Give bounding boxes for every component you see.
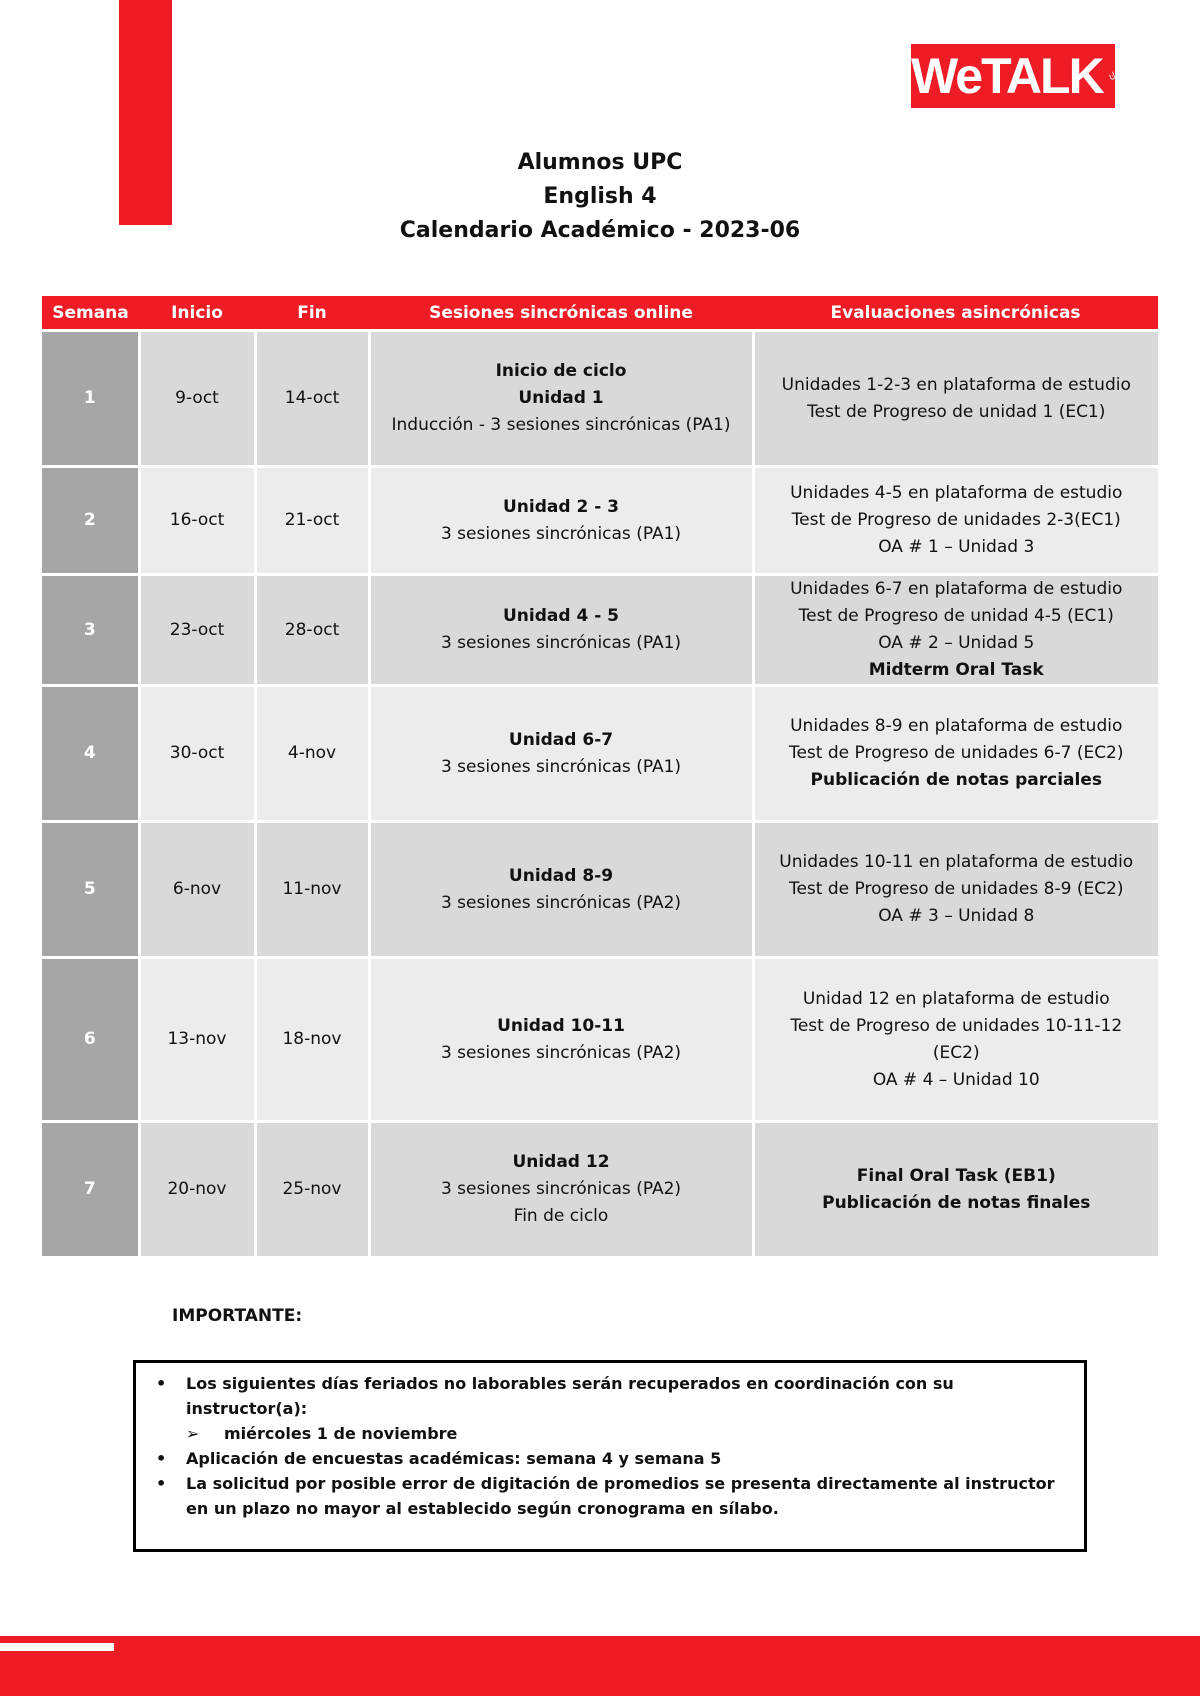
evaluations-cell xyxy=(753,331,1158,467)
evaluation-line: Test de Progreso de unidades 10-11-12 xyxy=(790,1015,1123,1036)
header-evaluaciones: Evaluaciones asincrónicas xyxy=(753,296,1158,331)
evaluations-cell xyxy=(753,958,1158,1122)
evaluation-line: Unidades 1-2-3 en plataforma de estudio xyxy=(781,374,1131,395)
evaluation-line: Unidad 12 en plataforma de estudio xyxy=(802,988,1110,1009)
note-item xyxy=(136,1371,1068,1446)
bullet-icon: • xyxy=(156,1449,167,1468)
important-label: IMPORTANTE: xyxy=(172,1306,303,1326)
bullet-icon: • xyxy=(156,1374,167,1393)
session-line: 3 sesiones sincrónicas (PA1) xyxy=(440,633,682,653)
session-line: Unidad 1 xyxy=(518,388,604,408)
sessions-cell xyxy=(369,331,753,467)
evaluation-line: OA # 3 – Unidad 8 xyxy=(878,906,1035,926)
session-line: Inducción - 3 sesiones sincrónicas (PA1) xyxy=(391,415,731,435)
sessions-cell xyxy=(369,467,753,575)
end-date-cell: 14-oct xyxy=(255,331,369,467)
week-number-cell: 5 xyxy=(42,822,139,958)
start-date-cell: 20-nov xyxy=(139,1122,255,1258)
end-date-cell: 25-nov xyxy=(255,1122,369,1258)
flame-swirl-icon xyxy=(1109,56,1115,96)
sessions-cell xyxy=(369,958,753,1122)
session-line: 3 sesiones sincrónicas (PA2) xyxy=(440,1042,682,1063)
arrow-bullet-icon: ➢ xyxy=(186,1424,200,1443)
evaluations-cell xyxy=(753,575,1158,686)
table-body xyxy=(42,331,1158,1258)
end-date-cell: 18-nov xyxy=(255,958,369,1122)
evaluations-cell xyxy=(753,686,1158,822)
important-notes-box xyxy=(133,1360,1087,1552)
week-number-cell: 4 xyxy=(42,686,139,822)
session-line: Unidad 12 xyxy=(512,1152,610,1172)
evaluation-line: Unidades 4-5 en plataforma de estudio xyxy=(790,483,1123,503)
evaluations-cell xyxy=(753,822,1158,958)
week-number-cell: 1 xyxy=(42,331,139,467)
table-row xyxy=(42,822,1158,958)
heading-calendar-title: Calendario Académico - 2023-06 xyxy=(399,218,801,243)
table-row xyxy=(42,1122,1158,1258)
evaluation-line: Test de Progreso de unidades 2-3(EC1) xyxy=(791,510,1121,530)
week-number-cell: 2 xyxy=(42,467,139,575)
start-date-cell: 9-oct xyxy=(139,331,255,467)
evaluations-cell xyxy=(753,467,1158,575)
session-line: 3 sesiones sincrónicas (PA2) xyxy=(440,1179,682,1199)
session-line: Unidad 4 - 5 xyxy=(502,606,619,626)
note-item xyxy=(136,1446,1068,1471)
sessions-cell xyxy=(369,1122,753,1258)
evaluation-line: Test de Progreso de unidades 8-9 (EC2) xyxy=(788,879,1124,899)
table-row xyxy=(42,575,1158,686)
evaluation-line: Final Oral Task (EB1) xyxy=(856,1165,1056,1186)
document-heading xyxy=(0,146,1200,248)
evaluation-line: OA # 2 – Unidad 5 xyxy=(878,633,1035,653)
start-date-cell: 16-oct xyxy=(139,467,255,575)
sessions-cell xyxy=(369,575,753,686)
end-date-cell: 28-oct xyxy=(255,575,369,686)
note-sub-text: miércoles 1 de noviembre xyxy=(224,1424,458,1443)
session-line: Inicio de ciclo xyxy=(495,361,627,381)
note-text: Los siguientes días feriados no laborables serán recuperados en coordinación con su instructor(a): xyxy=(186,1374,954,1418)
session-line: 3 sesiones sincrónicas (PA1) xyxy=(440,523,682,544)
table-row xyxy=(42,331,1158,467)
evaluation-line: Publicación de notas parciales xyxy=(810,770,1102,790)
evaluation-line: (EC2) xyxy=(932,1042,980,1063)
evaluation-line: Midterm Oral Task xyxy=(868,660,1044,680)
start-date-cell: 13-nov xyxy=(139,958,255,1122)
end-date-cell: 4-nov xyxy=(255,686,369,822)
week-number-cell: 6 xyxy=(42,958,139,1122)
session-line: 3 sesiones sincrónicas (PA1) xyxy=(440,756,682,777)
evaluation-line: Test de Progreso de unidad 4-5 (EC1) xyxy=(798,606,1114,626)
start-date-cell: 30-oct xyxy=(139,686,255,822)
session-line: Unidad 10-11 xyxy=(497,1015,625,1036)
session-line: Unidad 8-9 xyxy=(508,865,614,886)
header-fin: Fin xyxy=(255,296,369,331)
table-row xyxy=(42,958,1158,1122)
start-date-cell: 23-oct xyxy=(139,575,255,686)
bottom-white-stripe xyxy=(0,1643,114,1651)
session-line: Unidad 2 - 3 xyxy=(502,496,619,517)
note-text: Aplicación de encuestas académicas: semana 4 y semana 5 xyxy=(186,1449,722,1468)
header-sesiones: Sesiones sincrónicas online xyxy=(369,296,753,331)
evaluation-line: OA # 1 – Unidad 3 xyxy=(878,537,1035,557)
wetalk-logo xyxy=(911,44,1115,108)
table-row xyxy=(42,467,1158,575)
sessions-cell xyxy=(369,686,753,822)
end-date-cell: 11-nov xyxy=(255,822,369,958)
header-semana: Semana xyxy=(42,296,139,331)
end-date-cell: 21-oct xyxy=(255,467,369,575)
logo-text: WeTALK xyxy=(911,48,1103,104)
table-header-row xyxy=(42,296,1158,331)
evaluation-line: Test de Progreso de unidades 6-7 (EC2) xyxy=(788,743,1124,763)
heading-course: English 4 xyxy=(543,184,657,209)
session-line: Unidad 6-7 xyxy=(508,729,614,750)
academic-calendar-table xyxy=(42,296,1158,1259)
evaluations-cell xyxy=(753,1122,1158,1258)
table-row xyxy=(42,686,1158,822)
evaluation-line: Publicación de notas finales xyxy=(822,1192,1091,1213)
session-line: 3 sesiones sincrónicas (PA2) xyxy=(440,892,682,913)
week-number-cell: 3 xyxy=(42,575,139,686)
sessions-cell xyxy=(369,822,753,958)
heading-audience: Alumnos UPC xyxy=(517,150,683,175)
header-inicio: Inicio xyxy=(139,296,255,331)
evaluation-line: Test de Progreso de unidad 1 (EC1) xyxy=(807,401,1106,422)
session-line: Fin de ciclo xyxy=(513,1206,609,1226)
note-text: La solicitud por posible error de digitación de promedios se presenta directamente al instructor en un plazo no mayor al establecido según cronograma en sílabo. xyxy=(186,1474,1055,1518)
evaluation-line: Unidades 10-11 en plataforma de estudio xyxy=(779,852,1134,872)
evaluation-line: Unidades 8-9 en plataforma de estudio xyxy=(790,716,1123,736)
start-date-cell: 6-nov xyxy=(139,822,255,958)
evaluation-line: Unidades 6-7 en plataforma de estudio xyxy=(790,579,1123,599)
bottom-red-bar xyxy=(0,1636,1200,1696)
bullet-icon: • xyxy=(156,1474,167,1493)
note-sub-item xyxy=(186,1421,1068,1446)
notes-list xyxy=(136,1363,1084,1521)
evaluation-line: OA # 4 – Unidad 10 xyxy=(872,1069,1040,1090)
week-number-cell: 7 xyxy=(42,1122,139,1258)
note-item xyxy=(136,1471,1068,1521)
